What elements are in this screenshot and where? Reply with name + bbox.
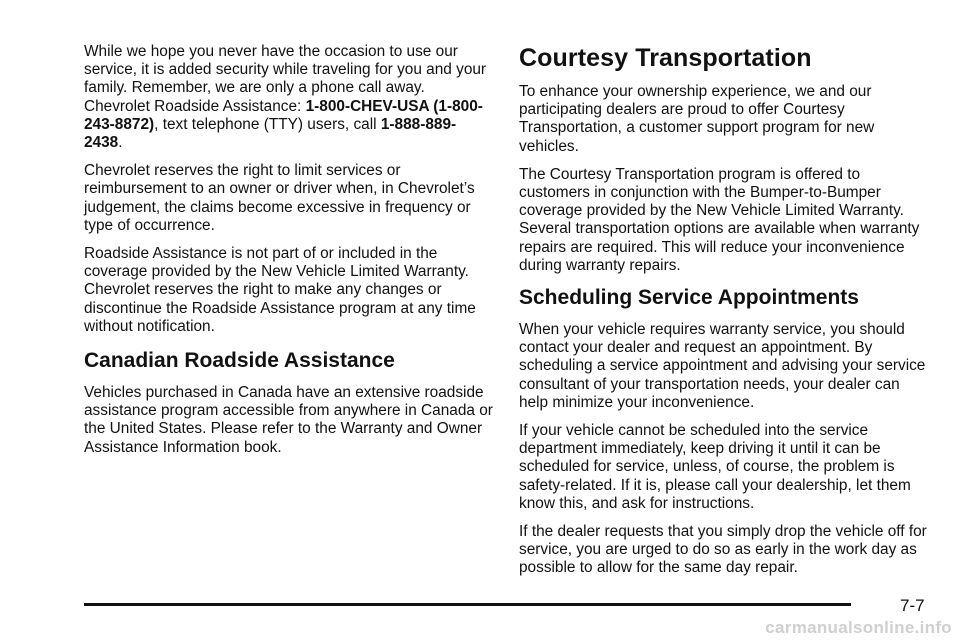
roadside-phone-number: 1-800-CHEV-USA (1-800-243-8872): [84, 97, 483, 133]
tty-phone-number: 1-888-889-2438: [84, 115, 457, 152]
not-part-of-warranty-paragraph: Roadside Assistance is not part of or included in the coverage provided by the New Vehicle Limited Warranty. Chevrolet reserves the right to make any changes or discontinue the Roadside Assistance program at any time without notification.: [84, 245, 476, 335]
courtesy-program-paragraph: The Courtesy Transportation program is offered to customers in conjunction with the Bumper-to-Bumper coverage provided by the New Vehicle Limited Warranty. Several transportation options are available when warranty repairs are required. This will reduce your inconvenience during warranty repairs.: [519, 165, 920, 274]
drop-off-paragraph: If the dealer requests that you simply drop the vehicle off for service, you are urged to do so as early in the work day as possible to allow for the same day repair.: [519, 523, 927, 577]
scheduling-paragraph: When your vehicle requires warranty service, you should contact your dealer and request an appointment. By scheduling a service appointment and advising your service consultant of your transportation needs, your dealer can help minimize your inconvenience.: [519, 321, 926, 411]
watermark: carmanualsonline.info: [765, 618, 952, 637]
canadian-roadside-heading: Canadian Roadside Assistance: [84, 349, 395, 373]
tty-intro-text: , text telephone (TTY) users, call: [154, 115, 381, 133]
page-number: 7-7: [900, 596, 925, 615]
courtesy-intro-paragraph: To enhance your ownership experience, we and our participating dealers are proud to offer Courtesy Transportation, a customer support program for new vehicles.: [519, 83, 875, 155]
limit-services-paragraph: Chevrolet reserves the right to limit services or reimbursement to an owner or driver when, in Chevrolet’s judgement, the claims become excessive in frequency or type of occurrence.: [84, 162, 475, 234]
left-column: [84, 43, 494, 467]
right-column: [519, 43, 929, 588]
scheduling-appointments-heading: Scheduling Service Appointments: [519, 286, 859, 310]
canadian-roadside-paragraph: Vehicles purchased in Canada have an extensive roadside assistance program accessible from anywhere in Canada or the United States. Please refer to the Warranty and Owner Assistance Information book.: [84, 384, 493, 456]
footer-rule: [84, 603, 851, 606]
contact-intro-text: While we hope you never have the occasion to use our service, it is added security while traveling for you and your family. Remember, we are only a phone call away. Chevrolet Roadside Assistance:: [84, 43, 487, 115]
roadside-contact-paragraph: [84, 43, 494, 152]
cannot-schedule-paragraph: If your vehicle cannot be scheduled into the service department immediately, keep driving it until it can be scheduled for service, unless, of course, the problem is safety-related. If it is, please call your dealership, let them know this, and ask for instructions.: [519, 422, 911, 512]
courtesy-transportation-heading: Courtesy Transportation: [519, 44, 812, 72]
contact-end-text: .: [118, 134, 123, 152]
